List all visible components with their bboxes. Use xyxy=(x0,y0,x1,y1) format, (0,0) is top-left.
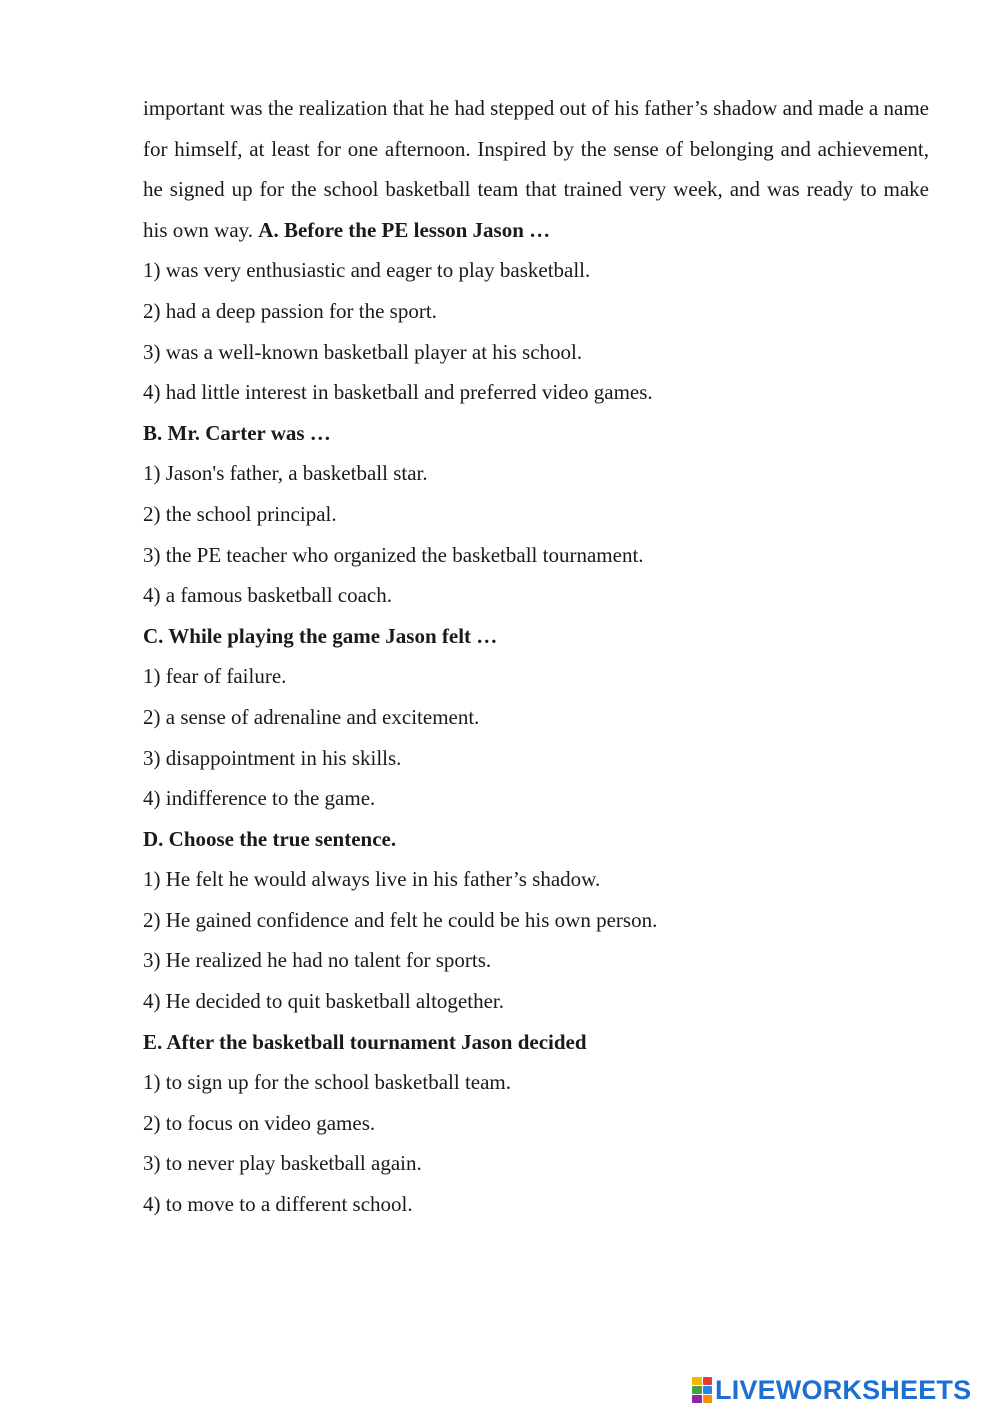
question-c-option-4[interactable]: 4) indifference to the game. xyxy=(143,786,376,811)
liveworksheets-wordmark: LIVEWORKSHEETS xyxy=(715,1375,972,1405)
question-d-option-3[interactable]: 3) He realized he had no talent for sports. xyxy=(143,948,492,973)
question-a-option-2[interactable]: 2) had a deep passion for the sport. xyxy=(143,298,437,323)
question-e-option-1[interactable]: 1) to sign up for the school basketball team. xyxy=(143,1070,512,1095)
question-d-title: D. Choose the true sentence. xyxy=(143,826,397,851)
question-a xyxy=(143,250,929,412)
question-b-option-3[interactable]: 3) the PE teacher who organized the basketball tournament. xyxy=(143,542,644,567)
question-e xyxy=(143,1022,929,1225)
question-b-option-1[interactable]: 1) Jason's father, a basketball star. xyxy=(143,461,428,486)
question-c xyxy=(143,616,929,819)
question-b-option-2[interactable]: 2) the school principal. xyxy=(143,501,337,526)
question-a-option-4[interactable]: 4) had little interest in basketball and preferred video games. xyxy=(143,380,653,405)
mark-square xyxy=(703,1395,713,1403)
question-c-option-3[interactable]: 3) disappointment in his skills. xyxy=(143,745,402,770)
mark-square xyxy=(692,1377,702,1385)
mark-square xyxy=(703,1377,713,1385)
passage-text: important was the realization that he had stepped out of his father’s shadow and made a name for himself, at least for one afternoon. Inspired by the sense of belonging and achievement, he signed up for the school basketball team that trained very week, and was ready to make his own way. xyxy=(143,96,929,242)
question-a-option-3[interactable]: 3) was a well-known basketball player at his school. xyxy=(143,339,583,364)
question-b-option-4[interactable]: 4) a famous basketball coach. xyxy=(143,583,392,608)
liveworksheets-mark-icon xyxy=(692,1377,712,1403)
question-a-option-1[interactable]: 1) was very enthusiastic and eager to play basketball. xyxy=(143,258,591,283)
question-d-option-2[interactable]: 2) He gained confidence and felt he could be his own person. xyxy=(143,907,658,932)
question-c-option-1[interactable]: 1) fear of failure. xyxy=(143,664,287,689)
mark-square xyxy=(692,1386,702,1394)
question-b xyxy=(143,413,929,616)
question-e-title: E. After the basketball tournament Jason decided xyxy=(143,1029,587,1054)
question-d-option-1[interactable]: 1) He felt he would always live in his father’s shadow. xyxy=(143,867,601,892)
mark-square xyxy=(692,1395,702,1403)
worksheet-page xyxy=(143,88,929,1225)
question-a-title: A. Before the PE lesson Jason … xyxy=(258,217,551,242)
liveworksheets-logo xyxy=(692,1372,971,1408)
question-c-title: C. While playing the game Jason felt … xyxy=(143,623,498,648)
question-e-option-4[interactable]: 4) to move to a different school. xyxy=(143,1192,413,1217)
mark-square xyxy=(703,1386,713,1394)
question-b-title: B. Mr. Carter was … xyxy=(143,420,331,445)
question-d xyxy=(143,819,929,1022)
question-d-option-4[interactable]: 4) He decided to quit basketball altogether. xyxy=(143,989,504,1014)
question-e-option-2[interactable]: 2) to focus on video games. xyxy=(143,1110,376,1135)
question-c-option-2[interactable]: 2) a sense of adrenaline and excitement. xyxy=(143,704,480,729)
reading-passage xyxy=(143,88,929,250)
question-e-option-3[interactable]: 3) to never play basketball again. xyxy=(143,1151,422,1176)
